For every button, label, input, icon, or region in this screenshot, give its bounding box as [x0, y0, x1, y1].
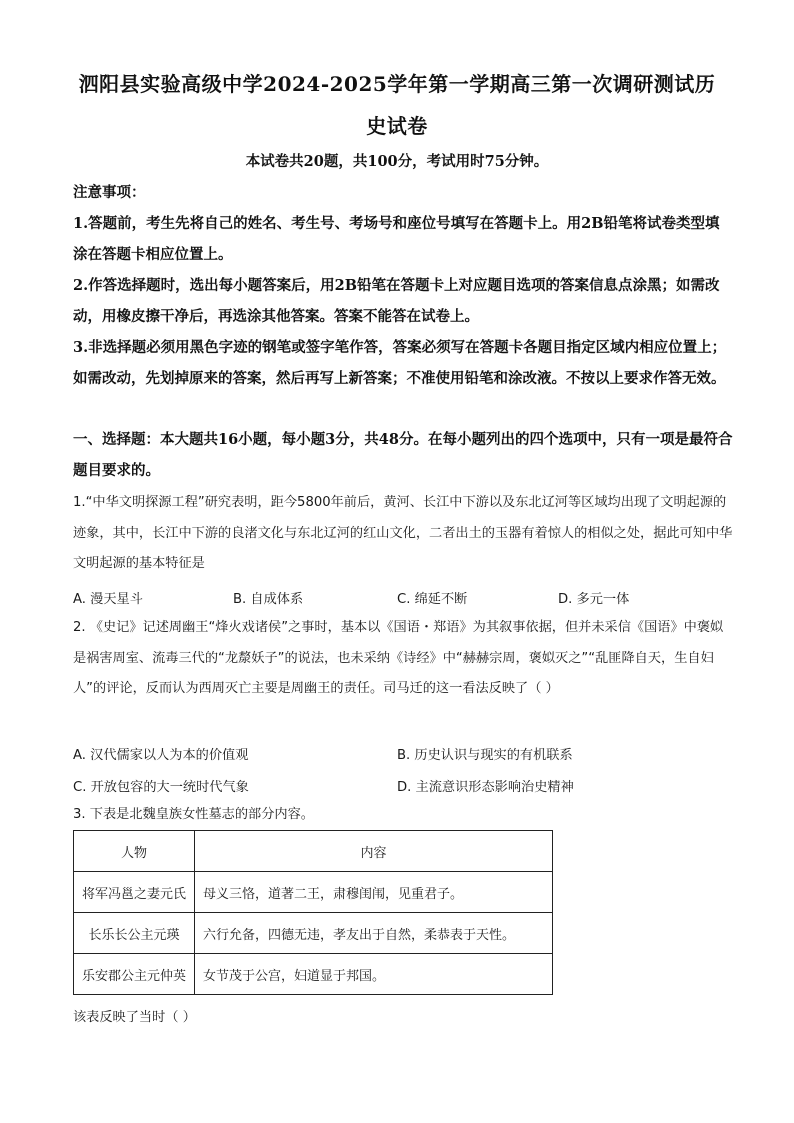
- question-2-stem: 2. 《史记》记述周幽王“烽火戏诸侯”之事时，基本以《国语・郑语》为其叙事依据，但并未采信《国语》中褒姒是祸害周室、流毒三代的“龙漦妖子”的说法，也未采纳《诗经》中“赫赫宗周，褒姒灭之”“乱匪降自天，生自妇人”的评论，反而认为西周灭亡主要是周幽王的责任。司马迁的这一看法反映了（ ）: [73, 620, 724, 696]
- note-item-1: 1.答题前，考生先将自己的姓名、考生号、考场号和座位号填写在答题卡上。用2B铅笔将试卷类型填涂在答题卡相应位置上。: [73, 215, 720, 263]
- question-3-stem: 3. 下表是北魏皇族女性墓志的部分内容。: [73, 807, 314, 822]
- table-cell-content: 女节茂于公宫，妇道显于邦国。: [195, 954, 553, 995]
- table-row: [74, 872, 553, 913]
- table-header-row: [74, 831, 553, 872]
- exam-title-line1: 泗阳县实验高级中学2024-2025学年第一学期高三第一次调研测试历: [78, 72, 716, 96]
- q1-option-a: A. 漫天星斗: [73, 592, 143, 607]
- table-header-content: 内容: [195, 831, 553, 872]
- table-header-person: 人物: [74, 831, 195, 872]
- table-cell-person: 将军冯邕之妻元氏: [74, 872, 195, 913]
- table-cell-person: 乐安郡公主元仲英: [74, 954, 195, 995]
- table-row: [74, 954, 553, 995]
- section-heading: 一、选择题：本大题共16小题，每小题3分，共48分。在每小题列出的四个选项中，只有一项是最符合题目要求的。: [73, 431, 733, 479]
- exam-subtitle: 本试卷共20题，共100分，考试用时75分钟。: [245, 153, 549, 170]
- table-row: [74, 913, 553, 954]
- q2-option-d: D. 主流意识形态影响治史精神: [397, 780, 574, 795]
- q2-option-c: C. 开放包容的大一统时代气象: [73, 780, 249, 795]
- q1-option-c: C. 绵延不断: [397, 592, 468, 607]
- q2-option-a: A. 汉代儒家以人为本的价值观: [73, 748, 249, 763]
- q1-option-b: B. 自成体系: [233, 592, 304, 607]
- tomb-inscription-table: [73, 830, 553, 995]
- question-1-stem: 1.“中华文明探源工程”研究表明，距今5800年前后，黄河、长江中下游以及东北辽河等区域均出现了文明起源的迹象，其中，长江中下游的良渚文化与东北辽河的红山文化，二者出土的玉器有着惊人的相似之处，据此可知中华文明起源的基本特征是: [73, 495, 733, 571]
- q2-option-b: B. 历史认识与现实的有机联系: [397, 748, 573, 763]
- question-3-followup: 该表反映了当时（ ）: [73, 1010, 196, 1025]
- notes-heading: 注意事项：: [73, 184, 146, 201]
- table-cell-person: 长乐长公主元瑛: [74, 913, 195, 954]
- table-cell-content: 母义三恪，道著二王，肃穆闺闱，见重君子。: [195, 872, 553, 913]
- q1-option-d: D. 多元一体: [558, 592, 630, 607]
- note-item-2: 2.作答选择题时，选出每小题答案后，用2B铅笔在答题卡上对应题目选项的答案信息点涂黑；如需改动，用橡皮擦干净后，再选涂其他答案。答案不能答在试卷上。: [73, 277, 720, 325]
- table-cell-content: 六行允备，四德无违，孝友出于自然，柔恭表于天性。: [195, 913, 553, 954]
- note-item-3: 3.非选择题必须用黑色字迹的钢笔或签字笔作答，答案必须写在答题卡各题目指定区域内相应位置上；如需改动，先划掉原来的答案，然后再写上新答案；不准使用铅笔和涂改液。不按以上要求作答无效。: [73, 339, 727, 387]
- exam-title-line2: 史试卷: [366, 114, 428, 138]
